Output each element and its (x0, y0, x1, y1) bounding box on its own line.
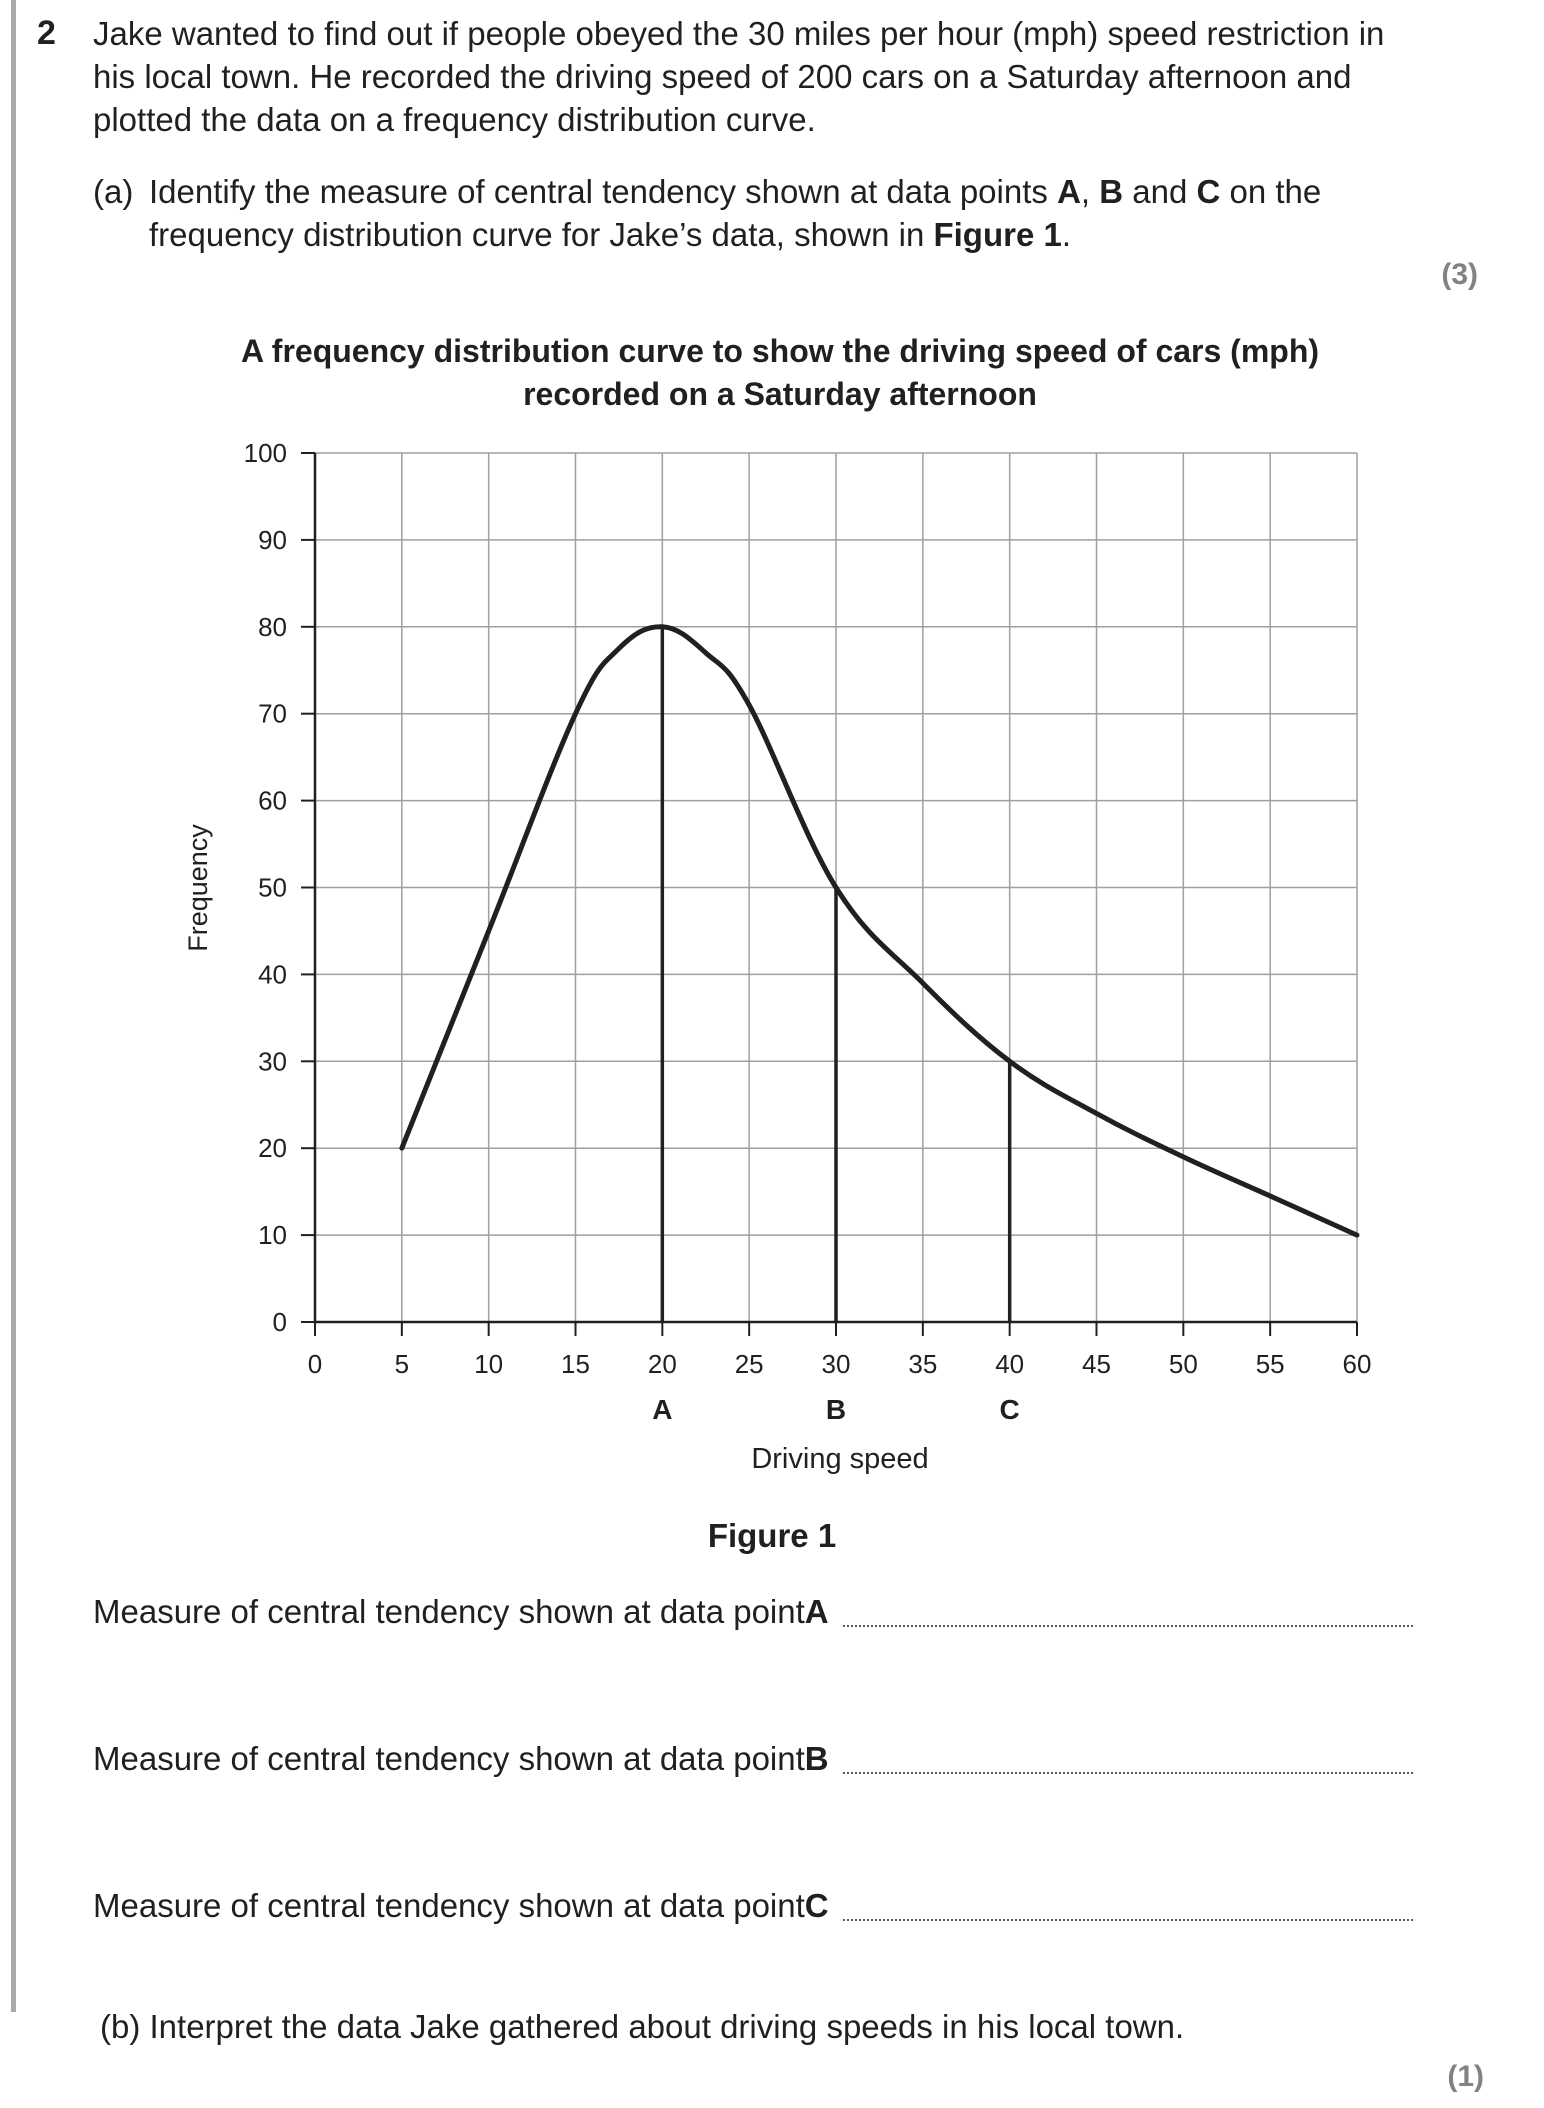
answer-point-b: B (804, 1740, 829, 1777)
answer-line-b[interactable] (843, 1771, 1413, 1774)
part-a-text-2: on the frequency distribution curve for Jake’s data, shown in (149, 173, 1322, 253)
y-tick-label-100: 100 (243, 438, 287, 468)
x-tick-label-40: 40 (995, 1349, 1025, 1379)
answer-prefix-a: Measure of central tendency shown at data point (93, 1593, 805, 1630)
y-tick-label-50: 50 (258, 872, 287, 903)
part-a-text-1: Identify the measure of central tendency shown at data points (149, 173, 1058, 210)
x-tick-label-0: 0 (307, 1349, 323, 1379)
part-a-label: (a) (93, 173, 134, 210)
part-a-sep-1: , (1080, 173, 1100, 210)
x-tick-label-25: 25 (734, 1349, 764, 1379)
question-intro: Jake wanted to find out if people obeyed the 30 miles per hour (mph) speed restriction in his local town. He recorded the driving speed of 200 cars on a Saturday afternoon and plotted the data on a frequency distribution curve. (93, 15, 1385, 138)
part-a-sep-2: and (1123, 173, 1197, 210)
answer-row-c (93, 1884, 1413, 1927)
y-tick-label-30: 30 (258, 1046, 287, 1077)
x-tick-label-45: 45 (1082, 1349, 1111, 1379)
x-tick-label-10: 10 (474, 1349, 504, 1379)
question-number: 2 (37, 14, 56, 52)
part-a-marks: (3) (1441, 258, 1478, 291)
x-tick-label-50: 50 (1168, 1349, 1198, 1379)
answer-line-c[interactable] (843, 1918, 1413, 1921)
part-a-point-a: A (1057, 173, 1081, 210)
chart-ticks (301, 453, 1357, 1336)
y-tick-label-20: 20 (258, 1133, 287, 1164)
figure-caption: Figure 1 (707, 1517, 837, 1554)
answer-point-a: A (804, 1593, 829, 1630)
part-b-marks: (1) (1447, 2060, 1484, 2093)
marker-label-c: C (999, 1394, 1020, 1425)
y-tick-label-40: 40 (258, 959, 287, 990)
chart-title-line-2: recorded on a Saturday afternoon (523, 376, 1037, 412)
y-tick-label-0: 0 (272, 1307, 287, 1337)
chart-labels (183, 438, 1371, 1475)
y-tick-label-60: 60 (258, 785, 287, 816)
x-tick-label-5: 5 (394, 1349, 410, 1379)
x-tick-label-15: 15 (561, 1349, 590, 1379)
x-tick-label-30: 30 (821, 1349, 851, 1379)
part-a-point-c: C (1196, 173, 1221, 210)
part-a-figure-ref: Figure 1 (933, 216, 1062, 253)
part-a-text-3: . (1061, 216, 1072, 253)
part-b-question: (b) Interpret the data Jake gathered about driving speeds in his local town. (100, 2008, 1185, 2045)
answer-row-a (93, 1590, 1413, 1633)
y-axis-title: Frequency (183, 824, 213, 952)
answer-line-a[interactable] (843, 1624, 1413, 1627)
answer-point-c: C (804, 1887, 829, 1924)
answer-row-b (93, 1737, 1413, 1780)
marker-label-a: A (652, 1394, 673, 1425)
answer-prefix-c: Measure of central tendency shown at data point (93, 1887, 805, 1924)
y-tick-label-10: 10 (258, 1220, 287, 1251)
x-tick-label-55: 55 (1255, 1349, 1285, 1379)
part-a-point-b: B (1099, 173, 1124, 210)
x-tick-label-35: 35 (908, 1349, 938, 1379)
x-tick-label-60: 60 (1342, 1349, 1372, 1379)
chart-title-line-1: A frequency distribution curve to show the driving speed of cars (mph) (240, 333, 1320, 369)
x-tick-label-20: 20 (647, 1349, 677, 1379)
y-tick-label-70: 70 (258, 698, 287, 729)
marker-label-b: B (825, 1394, 847, 1425)
y-tick-label-90: 90 (258, 524, 287, 555)
answer-prefix-b: Measure of central tendency shown at data point (93, 1740, 805, 1777)
y-tick-label-80: 80 (258, 611, 287, 642)
frequency-curve (402, 627, 1357, 1235)
x-axis-title: Driving speed (751, 1443, 929, 1475)
